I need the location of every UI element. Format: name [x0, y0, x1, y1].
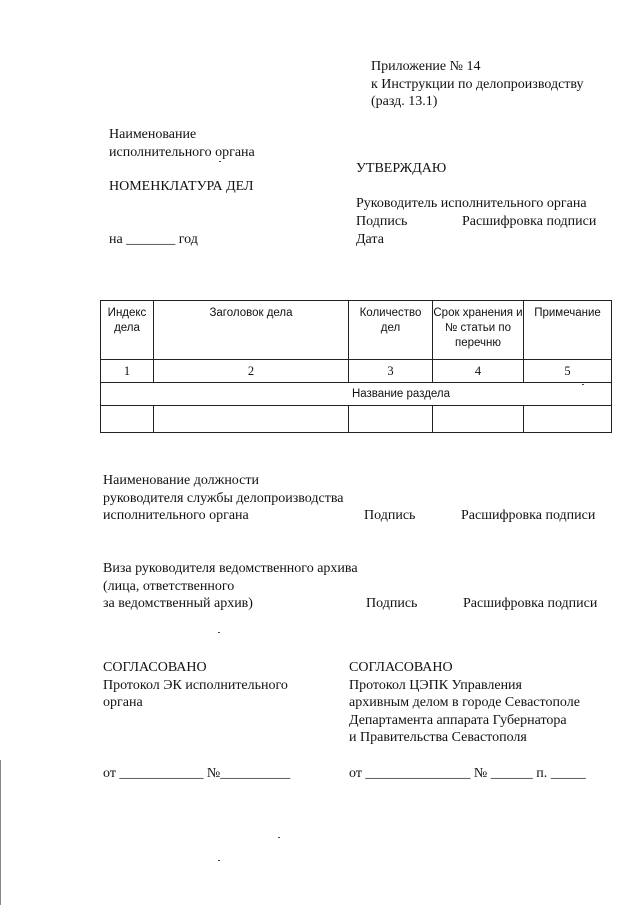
visa-line-1: Виза руководителя ведомственного архива: [103, 561, 358, 576]
header-case-title: Заголовок дела: [154, 301, 349, 360]
approve-signature-decoding: Расшифровка подписи: [462, 214, 597, 229]
approve-signature: Подпись: [356, 214, 408, 229]
scan-speck: [278, 837, 280, 838]
visa-signature-decoding: Расшифровка подписи: [463, 596, 598, 611]
column-number-1: 1: [101, 360, 154, 383]
column-number-5: 5: [524, 360, 612, 383]
position-line-2: руководителя службы делопроизводства: [103, 490, 344, 506]
position-signature-decoding: Расшифровка подписи: [461, 508, 596, 523]
position-line-3: исполнительного органа: [103, 508, 249, 523]
position-signature: Подпись: [364, 508, 416, 523]
appendix-reference: [371, 58, 584, 111]
table-cell: [433, 406, 524, 433]
header-case-count: Количество дел: [349, 301, 433, 360]
table-header-row: [101, 301, 612, 360]
table-section-row: [101, 383, 612, 406]
header-retention: Срок хранения и № статьи по перечню: [433, 301, 524, 360]
agreed-right-block: [349, 659, 580, 747]
agreed-right-date-line: от _______________ № ______ п. _____: [349, 766, 586, 781]
agreed-left-line-1: Протокол ЭК исполнительного: [103, 677, 288, 693]
approve-heading: УТВЕРЖДАЮ: [356, 161, 447, 176]
agreed-right-line-3: Департамента аппарата Губернатора: [349, 712, 567, 728]
agreed-left-heading: СОГЛАСОВАНО: [103, 660, 207, 675]
column-number-4: 4: [433, 360, 524, 383]
agreed-right-line-2: архивным делом в городе Севастополе: [349, 695, 580, 710]
visa-signature: Подпись: [366, 596, 418, 611]
organ-name-line-1: Наименование: [109, 127, 197, 142]
appendix-section: (разд. 13.1): [371, 94, 438, 109]
organ-name-label: [109, 126, 255, 161]
scan-speck: [219, 161, 221, 162]
position-block: [103, 472, 343, 525]
position-line-1: Наименование должности: [103, 473, 259, 488]
document-title: НОМЕНКЛАТУРА ДЕЛ: [109, 179, 254, 194]
nomenclature-table: [100, 300, 612, 433]
agreed-left-block: [103, 659, 288, 712]
agreed-left-date-line: от ____________ №__________: [103, 766, 291, 781]
scan-speck: [582, 384, 584, 385]
header-case-index: Индекс дела: [101, 301, 154, 360]
table-cell: [101, 406, 154, 433]
year-line: на _______ год: [109, 232, 198, 247]
approve-date: Дата: [356, 232, 384, 247]
appendix-instruction: к Инструкции по делопроизводству: [371, 76, 584, 92]
table-cell: [349, 406, 433, 433]
agreed-right-line-1: Протокол ЦЭПК Управления: [349, 677, 522, 693]
agreed-right-line-4: и Правительства Севастополя: [349, 730, 527, 745]
appendix-number: Приложение № 14: [371, 59, 481, 74]
approve-head-title: Руководитель исполнительного органа: [356, 196, 587, 211]
column-number-2: 2: [154, 360, 349, 383]
agreed-left-line-2: органа: [103, 695, 143, 710]
agreed-right-heading: СОГЛАСОВАНО: [349, 660, 453, 675]
visa-block: [103, 560, 358, 613]
scan-speck: [218, 632, 220, 633]
visa-line-3: за ведомственный архив): [103, 596, 253, 611]
table-cell: [524, 406, 612, 433]
table-numbers-row: [101, 360, 612, 383]
table-cell: [154, 406, 349, 433]
visa-line-2: (лица, ответственного: [103, 578, 235, 594]
column-number-3: 3: [349, 360, 433, 383]
organ-name-line-2: исполнительного органа: [109, 144, 255, 160]
table-row: [101, 406, 612, 433]
scan-speck: [218, 860, 220, 861]
header-note: Примечание: [524, 301, 612, 360]
section-title: Название раздела: [101, 383, 612, 406]
scan-edge-line: [0, 760, 1, 905]
